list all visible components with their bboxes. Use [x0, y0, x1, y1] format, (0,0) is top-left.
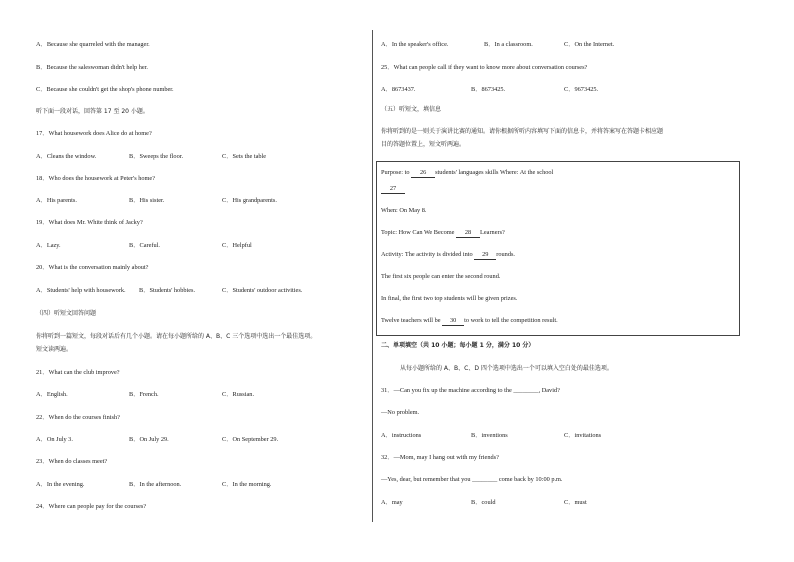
- question-21: 21．What can the club improve?: [36, 369, 120, 376]
- question-32: 32．—Mom, may I hang out with my friends?: [381, 454, 499, 461]
- question-18: 18．Who does the housework at Peter's home?: [36, 175, 155, 182]
- info-card-final: In final, the first two top students will be given prizes.: [381, 295, 518, 302]
- q17-option-a: A．Cleans the window.: [36, 153, 97, 160]
- topic-rest: Learners?: [480, 229, 505, 236]
- q21-option-b: B．French.: [129, 391, 159, 398]
- option-c-line: C．Because she couldn't get the shop's phone number.: [36, 86, 174, 93]
- q23-option-b: B．In the afternoon.: [129, 481, 182, 488]
- q22-option-a: A．On July 3.: [36, 436, 73, 443]
- question-22: 22．When do the courses finish?: [36, 414, 120, 421]
- section-5-instruction: 你将听到的是一则关于演讲比赛的通知。请你根据所听内容填写下面的信息卡，并将答案写在答题卡相应题: [381, 128, 664, 135]
- q18-option-b: B．His sister.: [129, 197, 165, 204]
- question-20: 20．What is the conversation mainly about?: [36, 264, 149, 271]
- dialogue-instruction: 听下面一段对话，回答第 17 至 20 小题。: [36, 108, 149, 115]
- info-card-when: When: On May 8.: [381, 207, 427, 214]
- question-19: 19．What does Mr. White think of Jacky?: [36, 219, 143, 226]
- q25-option-a: A．8673437.: [381, 86, 416, 93]
- activity-label: Activity: The activity is divided into: [381, 251, 475, 258]
- q21-option-c: C．Russian.: [222, 391, 255, 398]
- q25-option-b: B．8673425.: [471, 86, 506, 93]
- right-column-lower: [381, 0, 741, 562]
- question-24: 24．Where can people pay for the courses?: [36, 503, 147, 510]
- q19-option-b: B．Careful.: [129, 242, 160, 249]
- option-a-line: A．Because she quarreled with the manager.: [36, 41, 150, 48]
- q24-option-c: C．On the Internet.: [564, 41, 615, 48]
- q31-option-a: A．instructions: [381, 432, 422, 439]
- purpose-label: Purpose: to: [381, 169, 412, 176]
- q24-option-a: A．In the speaker's office.: [381, 41, 449, 48]
- info-card-first-six: The first six people can enter the second round.: [381, 273, 501, 280]
- activity-rest: rounds.: [496, 251, 515, 258]
- blank-29[interactable]: 29: [474, 251, 496, 260]
- q17-option-c: C．Sets the table: [222, 153, 267, 160]
- teachers-rest: to work to tell the competition result.: [464, 317, 558, 324]
- option-b-line: B．Because the saleswoman didn't help her.: [36, 64, 149, 71]
- left-column: [36, 0, 366, 562]
- question-25: 25．What can people call if they want to know more about conversation courses?: [381, 64, 588, 71]
- q31-option-b: B．inventions: [471, 432, 508, 439]
- q31-option-c: C．invitations: [564, 432, 602, 439]
- question-31: 31．—Can you fix up the machine according to the ________, David?: [381, 387, 560, 394]
- q32-option-a: A．may: [381, 499, 403, 506]
- column-divider: [372, 30, 373, 522]
- topic-label: Topic: How Can We Become: [381, 229, 457, 236]
- section-4-instruction: 你将听到一篇短文，每段对话后有几个小题。请在每小题所给的 A、B、C 三个选项中选出一个最佳选项。: [36, 333, 317, 340]
- blank-30[interactable]: 30: [442, 317, 464, 326]
- q19-option-a: A．Lazy.: [36, 242, 61, 249]
- question-23: 23．When do classes meet?: [36, 458, 108, 465]
- q20-option-a: A．Students' help with housework.: [36, 287, 126, 294]
- section-5-heading: （五）听短文，填信息: [381, 106, 442, 113]
- q22-option-c: C．On September 29.: [222, 436, 279, 443]
- part-2-instruction: 从每小题所给的 A、B、C、D 四个选项中选出一个可以填入空白处的最佳选项。: [400, 365, 613, 372]
- q20-option-c: C．Students' outdoor activities.: [222, 287, 303, 294]
- q23-option-c: C．In the morning.: [222, 481, 272, 488]
- q17-option-b: B．Sweeps the floor.: [129, 153, 184, 160]
- teachers-label: Twelve teachers will be: [381, 317, 443, 324]
- purpose-rest: students' languages skills Where: At the school: [435, 169, 554, 176]
- section-5-instruction-cont: 目的答题位置上，短文听两遍。: [381, 141, 466, 148]
- blank-27[interactable]: 27: [381, 185, 405, 194]
- q19-option-c: C．Helpful: [222, 242, 252, 249]
- q32-option-c: C．must: [564, 499, 587, 506]
- q18-option-a: A．His parents.: [36, 197, 77, 204]
- q21-option-a: A．English.: [36, 391, 68, 398]
- blank-26[interactable]: 26: [411, 169, 435, 178]
- q32-option-b: B．could: [471, 499, 496, 506]
- q20-option-b: B．Students' hobbies.: [139, 287, 196, 294]
- q24-option-b: B．In a classroom.: [484, 41, 533, 48]
- question-31-response: —No problem.: [381, 409, 420, 416]
- q18-option-c: C．His grandparents.: [222, 197, 277, 204]
- question-32-response: —Yes, dear, but remember that you ________ come back by 10:00 p.m.: [381, 476, 563, 483]
- q23-option-a: A．In the evening.: [36, 481, 85, 488]
- blank-28[interactable]: 28: [456, 229, 480, 238]
- question-17: 17．What housework does Alice do at home?: [36, 130, 152, 137]
- section-4-heading: （四）听短文回答问题: [36, 310, 97, 317]
- section-4-instruction-cont: 短文读两遍。: [36, 346, 73, 353]
- q25-option-c: C．9673425.: [564, 86, 599, 93]
- q22-option-b: B．On July 29.: [129, 436, 169, 443]
- part-2-heading: 二、单项填空（共 10 小题；每小题 1 分，满分 10 分）: [381, 342, 535, 349]
